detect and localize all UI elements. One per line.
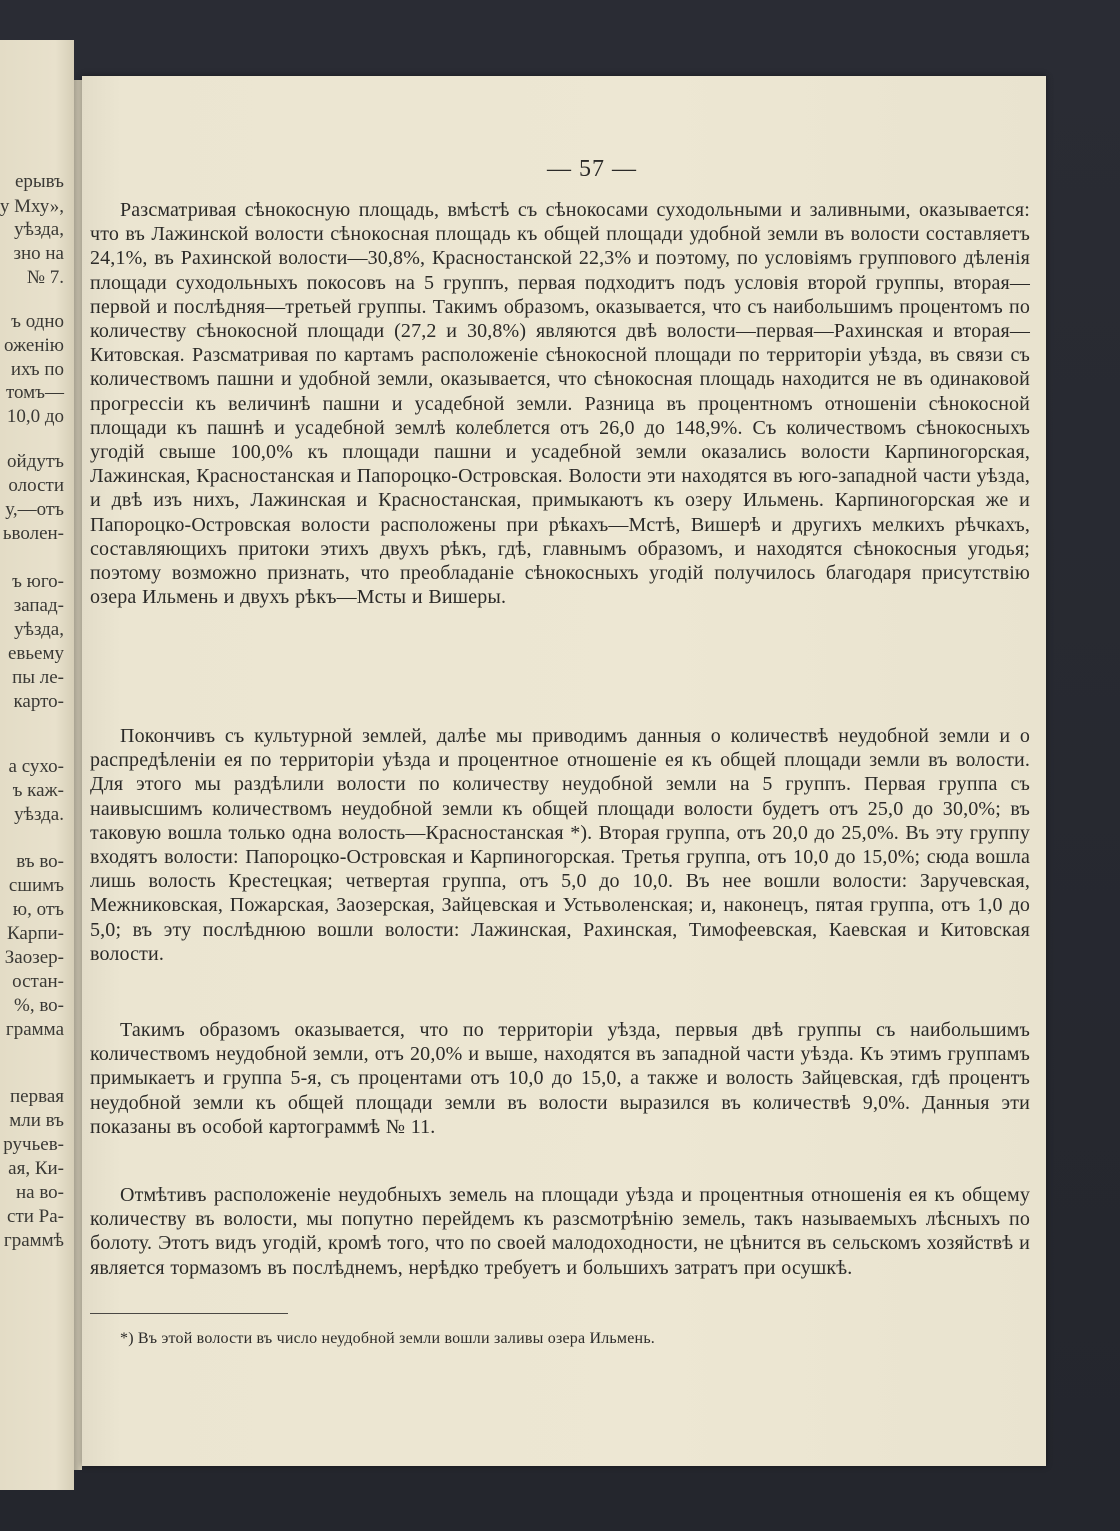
left-page-line: Заозер- — [4, 947, 64, 968]
left-page-line: оженію — [4, 335, 64, 356]
left-page-line: на во- — [15, 1182, 64, 1203]
paragraph-swamp-forest: Отмѣтивъ расположеніе неудобныхъ земель на площади уѣзда и процентныя отношенія ея къ общему количеству въ волости, мы попутно перейдемъ къ разсмотрѣнію земель, такъ называемыхъ лѣсныхъ по болоту. Этотъ видъ угодій, кромѣ того, что по своей малодоходности, не цѣнится въ сельскомъ хозяйствѣ и является тормазомъ въ послѣднемъ, нерѣдко требуетъ и большихъ затратъ при осушкѣ. — [90, 1184, 1030, 1279]
left-page-line: ъ одно — [11, 311, 64, 332]
left-page-line: мли въ — [9, 1110, 64, 1131]
left-page-line: ойдутъ — [7, 451, 64, 472]
left-page-line: Карпи- — [6, 923, 64, 944]
left-page-line: сшимъ — [8, 875, 64, 896]
left-page-line: 10,0 до — [6, 406, 64, 427]
left-page-line: запад- — [13, 595, 64, 616]
left-page-line: сти Ра- — [7, 1206, 64, 1227]
left-page-line: ая, Ки- — [8, 1158, 64, 1179]
left-page-line: ьволен- — [2, 523, 64, 544]
left-page-fragment — [0, 40, 74, 1490]
left-page-line: въ во- — [16, 851, 64, 872]
left-page-line: ихъ по — [10, 359, 64, 380]
left-page-line: томъ— — [5, 382, 64, 403]
paragraph-hayfields: Разсматривая сѣнокосную площадь, вмѣстѣ съ сѣнокосами суходольными и заливными, оказывается: что въ Лажинской волости сѣнокосная площадь къ общей площади удобной земли въ волости составляетъ 24,1%, въ Рахинской волости—30,8%, Красностанской 22,3% и поэтому, по условіямъ группового дѣленія площади суходольныхъ покосовъ на 5 группъ, первая подходитъ подъ условія второй группы, вторая—первой и послѣдняя—третьей группы. Такимъ образомъ, оказывается, что съ наибольшимъ процентомъ по количеству сѣнокосной площади (27,2 и 30,8%) являются двѣ волости—первая—Рахинская и вторая—Китовская. Разсматривая по картамъ расположеніе сѣнокосной площади по территоріи уѣзда, въ связи съ количествомъ пашни и удобной земли, оказывается, что сѣнокосная площадь находится не въ одинаковой прогрессіи къ величинѣ пашни и усадебной земли. Разница въ процентномъ отношеніи сѣнокосной площади къ пашнѣ и усадебной землѣ колеблется отъ 26,0 до 148,9%. Съ количествомъ сѣнокосныхъ угодій свыше 100,0% къ площади пашни и усадебной земли оказались волости Карпиногорская, Лажинская, Красностанская и Папороцко-Островская. Волости эти находятся въ юго-западной части уѣзда, и двѣ изъ нихъ, Лажинская и Красностанская, примыкаютъ къ озеру Ильмень. Карпиногорская же и Папороцко-Островская волости расположены при рѣкахъ—Мстѣ, Вишерѣ и другихъ мелкихъ рѣчкахъ, составляющихъ притоки этихъ двухъ рѣкъ, гдѣ, главнымъ образомъ, и находятся сѣнокосныя угодья; поэтому возможно признать, что преобладаніе сѣнокосныхъ угодій получилось благодаря присутствію озера Ильмень и двухъ рѣкъ—Мсты и Вишеры. — [90, 199, 1030, 609]
left-page-line: граммѣ — [3, 1230, 64, 1251]
left-page-line: у,—отъ — [5, 499, 64, 520]
paragraph-unusable-land-territory: Такимъ образомъ оказывается, что по территоріи уѣзда, первыя двѣ группы съ наибольшимъ количествомъ неудобной земли, отъ 20,0% и выше, находятся въ западной части уѣзда. Къ этимъ группамъ примыкаетъ и группа 5-я, съ процентами отъ 10,0 до 15,0, а также и волость Зайцевская, гдѣ процентъ неудобной земли къ общей площади земли въ волости выразился въ количествѣ 9,0%. Данныя эти показаны въ особой картограммѣ № 11. — [90, 1019, 1030, 1138]
left-page-line: грамма — [5, 1019, 64, 1040]
footnote-rule — [90, 1313, 288, 1314]
book-gutter — [74, 80, 82, 1470]
left-page-line: первая — [10, 1086, 64, 1107]
left-page-line: ъ юго- — [12, 571, 64, 592]
left-page-line: евьему — [7, 643, 64, 664]
page-number: — 57 — — [547, 156, 637, 182]
left-page-line: олости — [8, 475, 64, 496]
left-page-line: ъ каж- — [12, 780, 64, 801]
left-page-line: № 7. — [26, 267, 64, 288]
left-page-line: ю, отъ — [12, 899, 64, 920]
left-page-line: карто- — [13, 691, 64, 712]
right-page — [82, 76, 1046, 1466]
left-page-line: ручьев- — [3, 1134, 64, 1155]
paragraph-unusable-land-groups: Покончивъ съ культурной землей, далѣе мы приводимъ данныя о количествѣ неудобной земли и о распредѣленіи ея по территоріи уѣзда и процентное отношеніе ея къ общей площади земли въ волости. Для этого мы раздѣлили волости по количеству неудобной земли на 5 группъ. Первая группа съ наивысшимъ количествомъ неудобной земли къ общей площади волости будетъ отъ 25,0 до 30,0%; въ таковую вошла только одна волость—Красностанская *). Вторая группа, отъ 20,0 до 25,0%. Въ эту группу входятъ волости: Папороцко-Островская и Карпиногорская. Третья группа, отъ 10,0 до 15,0%; сюда вошла лишь волость Крестецкая; четвертая группа, отъ 5,0 до 10,0. Въ нее вошли волости: Заручевская, Межниковская, Пожарская, Заозерская, Зайцевская и Устьволенская; и, наконецъ, пятая группа, отъ 1,0 до 5,0; въ эту послѣднюю вошли волости: Лажинская, Рахинская, Тимофеевская, Каевская и Китовская волости. — [90, 725, 1030, 965]
left-page-line: у Мху», — [0, 196, 64, 217]
left-page-line: пы ле- — [12, 667, 64, 688]
left-page-line: а сухо- — [8, 756, 64, 777]
left-page-line: ерывъ — [14, 171, 64, 192]
left-page-line: уѣзда, — [14, 219, 64, 240]
left-page-line: зно на — [13, 243, 64, 264]
footnote: *) Въ этой волости въ число неудобной земли вошли заливы озера Ильмень. — [120, 1330, 656, 1347]
left-page-line: остан- — [12, 971, 64, 992]
left-page-line: уѣзда. — [14, 804, 64, 825]
left-page-line: %, во- — [14, 995, 64, 1016]
left-page-line: уѣзда, — [14, 619, 64, 640]
